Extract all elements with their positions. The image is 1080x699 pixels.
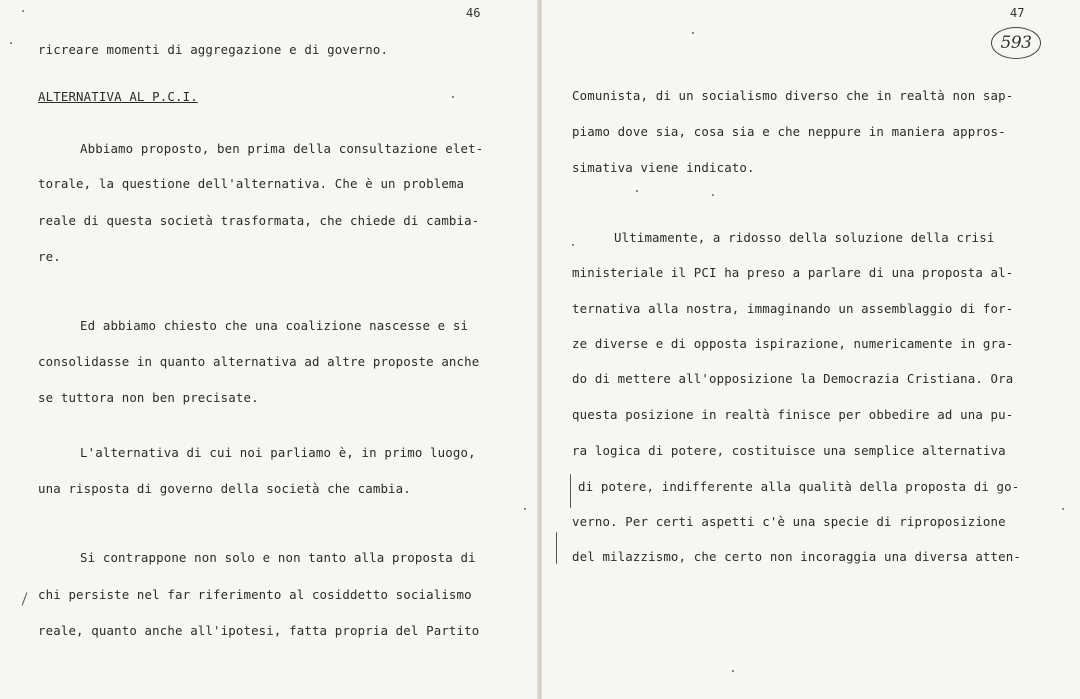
scan-speck	[10, 42, 12, 44]
right-page-number: 47	[1010, 6, 1025, 20]
archive-number-stamp	[991, 27, 1041, 59]
scan-speck	[712, 194, 714, 196]
left-page	[0, 0, 538, 699]
text-line: ricreare momenti di aggregazione e di governo.	[38, 42, 389, 57]
text-line: consolidasse in quanto alternativa ad altre proposte anche	[38, 354, 480, 369]
scan-speck	[572, 244, 574, 246]
text-line: di potere, indifferente alla qualità della proposta di go-	[578, 479, 1020, 494]
text-line: verno. Per certi aspetti c'è una specie di riproposizione	[572, 514, 1006, 529]
text-line: ternativa alla nostra, immaginando un assemblaggio di for-	[572, 301, 1014, 316]
text-line: Comunista, di un socialismo diverso che in realtà non sap-	[572, 88, 1014, 103]
text-line: se tuttora non ben precisate.	[38, 390, 259, 405]
text-line: do di mettere all'opposizione la Democrazia Cristiana. Ora	[572, 371, 1014, 386]
text-line: ze diverse e di opposta ispirazione, numericamente in gra-	[572, 336, 1014, 351]
text-line: simativa viene indicato.	[572, 160, 755, 175]
text-line: Abbiamo proposto, ben prima della consultazione elet-	[80, 141, 484, 156]
scan-speck	[524, 508, 526, 510]
left-page-number: 46	[466, 6, 481, 20]
text-line: ministeriale il PCI ha preso a parlare di una proposta al-	[572, 265, 1014, 280]
text-line: questa posizione in realtà finisce per obbedire ad una pu-	[572, 407, 1014, 422]
text-line: reale di questa società trasformata, che chiede di cambia-	[38, 213, 480, 228]
text-line: del milazzismo, che certo non incoraggia una diversa atten-	[572, 549, 1021, 564]
text-line: re.	[38, 249, 61, 264]
scan-speck	[636, 190, 638, 192]
text-line: L'alternativa di cui noi parliamo è, in primo luogo,	[80, 445, 476, 460]
text-line: Si contrappone non solo e non tanto alla proposta di	[80, 550, 476, 565]
text-line: Ed abbiamo chiesto che una coalizione nascesse e si	[80, 318, 469, 333]
handwritten-bracket	[556, 532, 557, 564]
handwritten-bracket	[570, 474, 571, 508]
text-line: ra logica di potere, costituisce una semplice alternativa	[572, 443, 1006, 458]
archive-number: 593	[1000, 33, 1032, 53]
text-line: torale, la questione dell'alternativa. Che è un problema	[38, 176, 465, 191]
text-line: una risposta di governo della società che cambia.	[38, 481, 411, 496]
scan-speck	[452, 96, 454, 98]
scan-speck	[22, 10, 24, 12]
section-heading: ALTERNATIVA AL P.C.I.	[38, 89, 198, 104]
scan-speck	[732, 670, 734, 672]
text-line: Ultimamente, a ridosso della soluzione della crisi	[614, 230, 995, 245]
scan-speck	[692, 32, 694, 34]
text-line: reale, quanto anche all'ipotesi, fatta propria del Partito	[38, 623, 480, 638]
scan-speck	[1062, 508, 1064, 510]
text-line: chi persiste nel far riferimento al cosiddetto socialismo	[38, 587, 472, 602]
right-page	[542, 0, 1080, 699]
handwritten-mark	[22, 592, 28, 605]
text-line: piamo dove sia, cosa sia e che neppure in maniera appros-	[572, 124, 1006, 139]
